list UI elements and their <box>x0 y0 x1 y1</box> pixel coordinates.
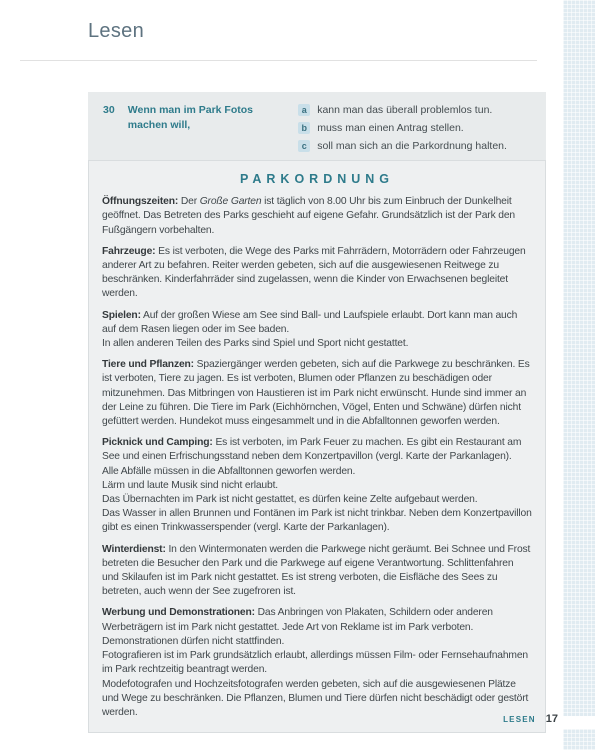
answer-options <box>298 103 534 154</box>
section-label: Winterdienst: <box>102 543 166 555</box>
section-label: Picknick und Camping: <box>102 437 213 449</box>
footer-section-label: LESEN <box>503 715 536 724</box>
section-text: Spaziergänger werden gebeten, sich auf die Parkwege zu beschränken. Es ist verboten, Tiere zu jagen. Es ist verboten, Blumen oder Pflanzen zu beschädigen oder mitzunehmen. Das Mitbringen von Haustieren ist im Park nicht erwünscht. Hunde sind immer an der Leine zu führen. Die Tiere im Park (Eichhörnchen, Vögel, Enten und Schwäne) dürfen nicht gefüttert werden. Hundekot muss eingesammelt und in die Abfalltonnen geworfen werden. <box>102 359 530 428</box>
section-text: Das Wasser in allen Brunnen und Fontänen im Park ist nicht trinkbar. Neben dem Konzertpavillon gibt es einen Trinkwasserspender (vergl. Karte der Parkanlagen). <box>102 508 532 534</box>
option-text: soll man sich an die Parkordnung halten. <box>317 140 507 152</box>
question-stem: Wenn man im Park Fotos machen will, <box>127 104 254 131</box>
decorative-grid-strip-bottom <box>563 729 595 750</box>
section-text: Der <box>180 196 200 208</box>
section-text: Das Übernachten im Park ist nicht gestattet, es dürfen keine Zelte aufgebaut werden. <box>102 494 478 506</box>
section-werbung-und-demonstrationen <box>102 606 532 720</box>
section-text: In den Wintermonaten werden die Parkwege nicht geräumt. Bei Schnee und Frost betreten die Besucher den Park und die Parkwege auf eigene Verantwortung. Schlittenfahren und Skilaufen ist im Park nicht gestattet. Es ist streng verboten, die Eisfläche des Sees zu betreten, auch wenn der See zugefroren ist. <box>102 543 531 598</box>
answer-option-b[interactable] <box>298 121 534 136</box>
section-text: Lärm und laute Musik sind nicht erlaubt. <box>102 479 279 491</box>
page-footer <box>503 713 558 725</box>
section-text: Es ist verboten, die Wege des Parks mit Fahrrädern, Motorrädern oder Fahrzeugen anderer Art zu befahren. Reiter werden gebeten, sich auf die ausgewiesenen Reitwege zu beschränken. Kinderfahrräder sind zugelassen, wenn die Kinder von Erwachsenen begleitet werden. <box>102 245 526 300</box>
parkordnung-box <box>88 160 546 733</box>
section-text: Auf der großen Wiese am See sind Ball- und Laufspiele erlaubt. Dort kann man auch auf dem Rasen liegen oder im See baden. <box>102 309 518 335</box>
section-text: Alle Abfälle müssen in die Abfalltonnen geworfen werden. <box>102 465 356 477</box>
section-label: Öffnungszeiten: <box>102 196 179 208</box>
section-text: Fotografieren ist im Park grundsätzlich erlaubt, allerdings müssen Film- oder Fernsehaufnahmen im Park rechtzeitig beantragt werden. <box>102 650 529 676</box>
answer-option-c[interactable] <box>298 139 534 154</box>
footer-page-number: 17 <box>545 713 558 725</box>
option-text: muss man einen Antrag stellen. <box>317 122 464 134</box>
park-name-italic: Große Garten <box>199 196 262 208</box>
option-letter-chip[interactable]: b <box>298 122 310 134</box>
page-title: Lesen <box>88 20 144 42</box>
answer-option-a[interactable] <box>298 103 534 118</box>
section-label: Fahrzeuge: <box>102 245 156 257</box>
option-text: kann man das überall problemlos tun. <box>317 104 493 116</box>
section-label: Spielen: <box>102 309 141 321</box>
section-label: Tiere und Pflanzen: <box>102 359 194 371</box>
section-text: Es ist verboten, im Park Feuer zu machen. Es gibt ein Restaurant am See und einen Erfrischungsstand neben dem Konzertpavillon (vergl. Karte der Parkanlagen). <box>102 437 522 463</box>
option-letter-chip[interactable]: c <box>298 140 310 152</box>
header-divider <box>20 60 537 61</box>
section-oeffnungszeiten <box>102 195 532 238</box>
option-letter-chip[interactable]: a <box>298 104 310 116</box>
section-winterdienst <box>102 543 532 600</box>
question-number: 30 <box>103 104 115 116</box>
section-text: Das Anbringen von Plakaten, Schildern oder anderen Werbeträgern ist im Park nicht gestattet. Jede Art von Reklame ist im Park verboten. Demonstrationen dürfen nicht stattfinden. <box>102 607 493 647</box>
section-label: Werbung und Demonstrationen: <box>102 607 255 619</box>
section-tiere-und-pflanzen <box>102 358 532 429</box>
parkordnung-title: PARKORDNUNG <box>239 172 395 186</box>
section-text: Modefotografen und Hochzeitsfotografen werden gebeten, sich auf die ausgewiesenen Plätze und Wege zu beschränken. Die Pflanzen, Blumen und Tiere dürfen nicht beschädigt oder gestört werden. <box>102 678 529 718</box>
section-text: ist täglich von 8.00 Uhr bis zum Einbruch der Dunkelheit geöffnet. Das Betreten des Parks geschieht auf eigene Gefahr. Grundsätzlich ist der Park den Fußgängern vorbehalten. <box>102 196 516 236</box>
section-picknick-und-camping <box>102 436 532 535</box>
section-fahrzeuge <box>102 245 532 302</box>
section-text: In allen anderen Teilen des Parks sind Spiel und Sport nicht gestattet. <box>102 338 409 350</box>
question-box <box>88 92 546 164</box>
decorative-grid-strip-top <box>563 0 595 716</box>
section-spielen <box>102 309 532 352</box>
